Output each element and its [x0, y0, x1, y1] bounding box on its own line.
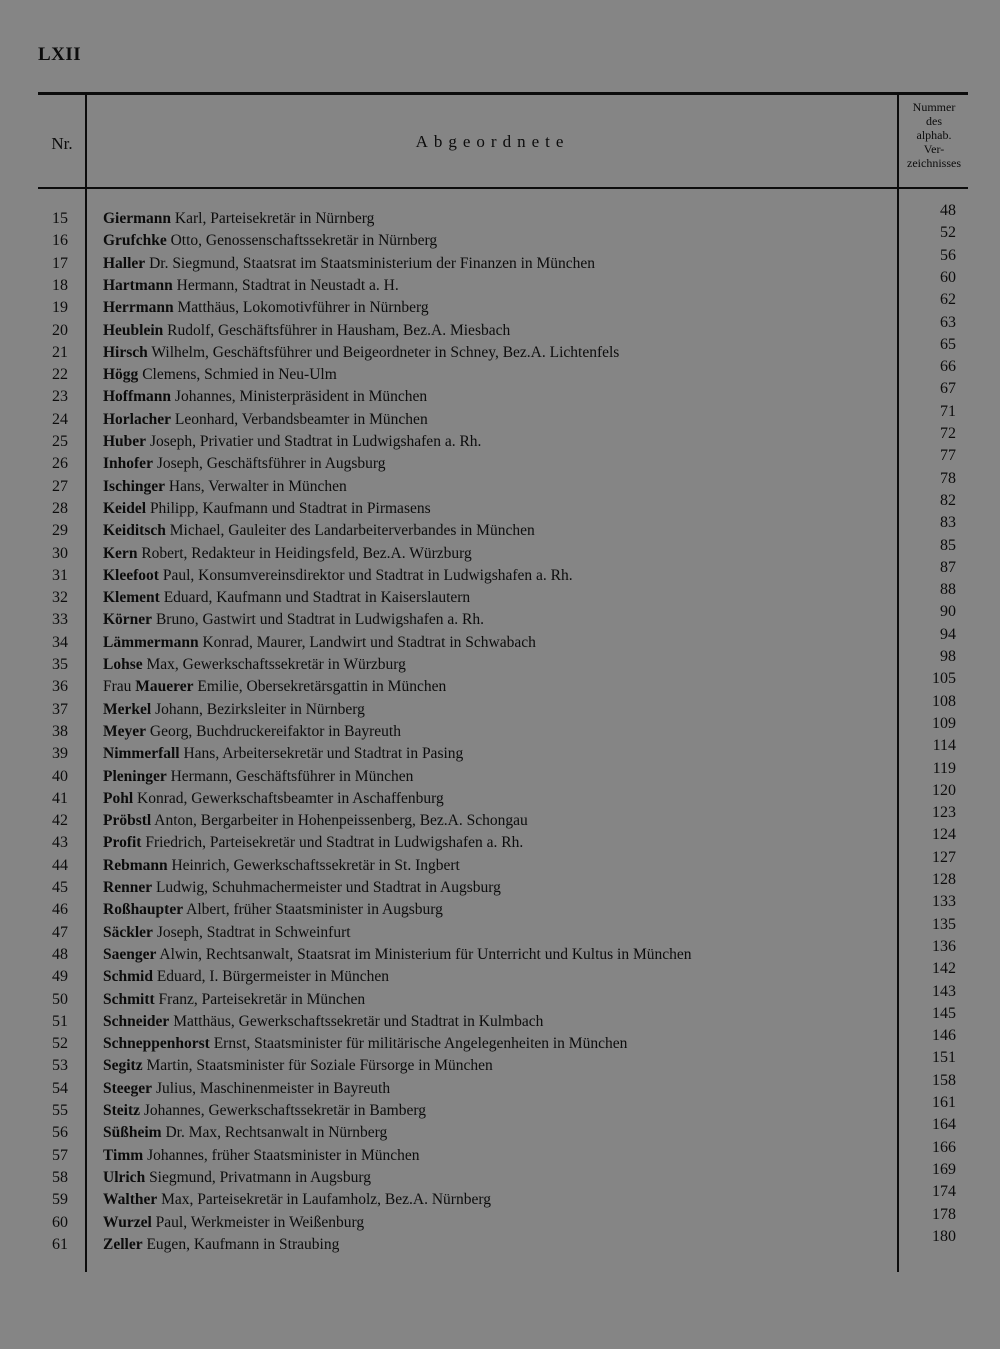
table-row	[40, 1116, 968, 1144]
row-number: 50	[52, 990, 68, 1008]
table-row	[40, 425, 968, 453]
row-entry	[103, 1035, 627, 1053]
row-entry	[103, 1191, 491, 1209]
row-surname: Herrmann	[103, 299, 174, 317]
row-entry	[103, 411, 428, 429]
row-number: 57	[52, 1146, 68, 1164]
row-number: 17	[52, 254, 68, 272]
row-details: Max, Parteisekretär in Laufamholz, Bez.A. Nürnberg	[161, 1191, 491, 1209]
row-surname: Timm	[103, 1146, 144, 1164]
table-row	[40, 781, 968, 810]
row-number: 24	[52, 410, 68, 428]
row-number: 29	[52, 522, 68, 540]
row-index-number: 83	[940, 514, 956, 532]
row-entry	[103, 1080, 390, 1098]
table-row	[40, 915, 968, 944]
table-row	[40, 469, 968, 498]
row-details: Dr. Siegmund, Staatsrat im Staatsministerium der Finanzen in München	[149, 254, 596, 272]
row-surname: Haller	[103, 254, 146, 272]
table-row	[40, 670, 968, 698]
table-row	[40, 291, 968, 319]
row-number: 31	[52, 566, 68, 584]
row-surname: Schneppenhorst	[103, 1035, 210, 1053]
row-surname: Ischinger	[103, 477, 165, 495]
row-number: 59	[52, 1191, 68, 1209]
row-number: 38	[52, 722, 68, 740]
row-surname: Inhofer	[103, 455, 153, 473]
row-index-number: 98	[940, 648, 956, 665]
row-entry	[103, 834, 523, 852]
row-number: 20	[52, 321, 68, 339]
row-surname: Lohse	[103, 656, 143, 673]
table-row	[40, 1205, 968, 1234]
row-details: Max, Gewerkschaftssekretär in Würzburg	[146, 656, 406, 673]
row-entry	[103, 545, 472, 563]
row-index-number: 166	[932, 1138, 956, 1156]
row-number: 33	[52, 611, 68, 629]
table-row	[40, 737, 968, 765]
row-number: 21	[52, 343, 68, 361]
table-row	[40, 402, 968, 431]
row-number: 40	[52, 767, 68, 785]
row-index-number: 123	[932, 804, 956, 822]
row-details: Friedrich, Parteisekretär und Stadtrat in Ludwigshafen a. Rh.	[145, 834, 524, 852]
row-surname: Huber	[103, 433, 147, 450]
header-nummer-line: alphab.	[916, 128, 952, 142]
row-index-number: 174	[932, 1183, 956, 1201]
row-index-number: 87	[940, 558, 956, 576]
row-details: Robert, Redakteur in Heidingsfeld, Bez.A. Würzburg	[141, 544, 472, 562]
row-entry	[103, 790, 444, 808]
row-entry	[103, 857, 460, 875]
row-details: Albert, früher Staatsminister in Augsburg	[186, 901, 443, 919]
row-index-number: 135	[932, 915, 956, 933]
row-details: Johann, Bezirksleiter in Nürnberg	[155, 700, 365, 718]
row-index-number: 127	[932, 848, 956, 866]
table-row	[40, 313, 968, 342]
row-index-number: 60	[940, 268, 956, 286]
row-surname: Körner	[103, 611, 153, 629]
row-index-number: 146	[932, 1027, 956, 1045]
row-index-number: 66	[940, 358, 956, 376]
row-details: Leonhard, Verbandsbeamter in München	[174, 410, 428, 428]
header-nummer	[900, 100, 968, 170]
row-entry	[103, 991, 365, 1009]
row-prefix: Frau	[103, 678, 136, 696]
row-number: 54	[52, 1079, 68, 1097]
row-number: 22	[52, 366, 68, 384]
row-index-number: 108	[932, 692, 956, 710]
row-details: Matthäus, Lokomotivführer in Nürnberg	[177, 299, 429, 317]
row-details: Siegmund, Privatmann in Augsburg	[149, 1168, 371, 1186]
row-index-number: 90	[940, 603, 956, 621]
row-index-number: 88	[940, 581, 956, 599]
row-surname: Rebmann	[103, 856, 168, 874]
row-details: Martin, Staatsminister für Soziale Fürsorge in München	[146, 1057, 493, 1075]
top-rule-thick	[38, 92, 968, 95]
row-surname: Hartmann	[103, 276, 173, 294]
row-index-number: 151	[932, 1049, 956, 1067]
row-details: Johannes, früher Staatsminister in München	[147, 1146, 420, 1164]
row-entry	[103, 455, 386, 473]
row-index-number: 158	[932, 1071, 956, 1089]
row-index-number: 169	[932, 1160, 956, 1178]
row-number: 19	[52, 299, 68, 317]
header-nr: Nr.	[51, 134, 73, 153]
row-index-number: 65	[940, 335, 956, 353]
row-details: Joseph, Geschäftsführer in Augsburg	[156, 455, 386, 473]
table-row	[40, 335, 968, 364]
row-details: Alwin, Rechtsanwalt, Staatsrat im Ministerium für Unterricht und Kultus in München	[159, 945, 692, 963]
row-details: Wilhelm, Geschäftsführer und Beigeordneter in Schney, Bez.A. Lichtenfels	[151, 343, 620, 361]
row-surname: Steeger	[103, 1079, 153, 1097]
row-index-number: 85	[940, 536, 956, 554]
row-index-number: 164	[932, 1116, 956, 1134]
row-number: 39	[52, 745, 68, 763]
table-row	[40, 714, 968, 743]
row-entry	[103, 433, 481, 451]
row-surname: Keidel	[103, 499, 147, 517]
row-details: Emilie, Obersekretärsgattin in München	[197, 678, 447, 696]
row-entry	[103, 678, 446, 696]
table-row	[40, 960, 968, 988]
row-surname: Schmitt	[103, 990, 155, 1008]
row-entry	[103, 1124, 387, 1142]
row-number: 48	[52, 945, 68, 963]
table-row	[40, 268, 968, 297]
row-number: 49	[52, 968, 68, 986]
table-row	[40, 893, 968, 921]
row-number: 61	[52, 1235, 68, 1253]
row-entry	[103, 968, 389, 986]
row-surname: Pohl	[103, 789, 134, 807]
row-entry	[103, 232, 437, 250]
row-entry	[103, 500, 431, 518]
row-entry	[103, 1236, 339, 1254]
row-entry	[103, 277, 399, 295]
row-number: 27	[52, 477, 68, 495]
table-row	[40, 536, 968, 565]
row-entry	[103, 611, 484, 629]
row-number: 37	[52, 700, 68, 718]
row-number: 43	[52, 834, 68, 852]
row-details: Paul, Werkmeister in Weißenburg	[155, 1213, 365, 1231]
row-surname: Nimmerfall	[103, 745, 180, 763]
row-index-number: 105	[932, 670, 956, 688]
row-surname: Schneider	[103, 1012, 170, 1030]
row-number: 41	[52, 789, 68, 807]
header-nummer-line: des	[926, 114, 942, 128]
row-index-number: 109	[932, 714, 956, 732]
row-entry	[103, 1214, 364, 1232]
row-surname: Mauerer	[135, 678, 194, 696]
row-entry	[103, 1102, 426, 1120]
row-entry	[103, 366, 337, 384]
row-index-number: 180	[932, 1227, 956, 1245]
row-index-number: 72	[940, 425, 956, 442]
page-number: LXII	[38, 44, 82, 65]
row-index-number: 94	[940, 625, 956, 643]
row-surname: Kleefoot	[103, 566, 159, 584]
row-details: Rudolf, Geschäftsführer in Hausham, Bez.A. Miesbach	[167, 321, 511, 339]
row-entry	[103, 522, 535, 540]
row-entry	[103, 924, 351, 942]
row-entry	[103, 879, 501, 897]
row-surname: Kern	[103, 544, 138, 562]
row-entry	[103, 723, 401, 741]
table-row	[40, 937, 968, 966]
row-details: Eduard, I. Bürgermeister in München	[156, 968, 389, 986]
row-index-number: 78	[940, 469, 956, 487]
row-number: 60	[52, 1213, 68, 1231]
table-row	[40, 603, 968, 631]
row-index-number: 136	[932, 937, 956, 955]
row-number: 30	[52, 544, 68, 562]
row-entry	[103, 812, 528, 830]
row-entry	[103, 589, 470, 607]
table-row	[40, 1160, 968, 1189]
row-number: 25	[52, 433, 68, 450]
row-index-number: 124	[932, 826, 956, 844]
row-details: Joseph, Stadtrat in Schweinfurt	[156, 923, 351, 941]
row-index-number: 62	[940, 291, 956, 309]
row-index-number: 114	[932, 737, 956, 755]
row-details: Michael, Gauleiter des Landarbeiterverbandes in München	[169, 522, 535, 540]
table-row	[40, 826, 968, 854]
row-surname: Hirsch	[103, 343, 148, 361]
table-row	[40, 648, 968, 676]
table-row	[40, 1027, 968, 1055]
table-row	[40, 871, 968, 899]
row-details: Philipp, Kaufmann und Stadtrat in Pirmasens	[149, 499, 431, 517]
table-row	[40, 447, 968, 475]
row-index-number: 119	[932, 759, 956, 777]
row-number: 26	[52, 455, 68, 473]
row-details: Johannes, Gewerkschaftssekretär in Bamberg	[143, 1102, 426, 1119]
row-number: 56	[52, 1124, 68, 1142]
row-number: 53	[52, 1057, 68, 1075]
row-number: 28	[52, 499, 68, 517]
row-surname: Zeller	[103, 1235, 143, 1253]
row-entry	[103, 1013, 543, 1031]
row-index-number: 161	[932, 1094, 956, 1111]
table-row	[40, 692, 968, 721]
row-details: Hans, Arbeitersekretär und Stadtrat in Pasing	[183, 745, 464, 763]
table-row	[40, 558, 968, 587]
row-entry	[103, 344, 619, 362]
header-abgeordnete: Abgeordnete	[415, 132, 570, 151]
row-surname: Hoffmann	[103, 388, 172, 406]
row-number: 51	[52, 1012, 68, 1030]
row-index-number: 48	[940, 202, 956, 219]
row-entry	[103, 701, 365, 719]
row-surname: Keiditsch	[103, 522, 166, 540]
table-row	[40, 380, 968, 408]
table-row	[40, 1227, 968, 1256]
row-details: Eduard, Kaufmann und Stadtrat in Kaiserslautern	[163, 589, 471, 607]
row-entry	[103, 210, 374, 228]
row-surname: Wurzel	[103, 1213, 152, 1231]
row-index-number: 128	[932, 871, 956, 888]
row-entry	[103, 656, 406, 674]
row-details: Hans, Verwalter in München	[168, 477, 347, 495]
row-number: 15	[52, 210, 68, 227]
row-details: Joseph, Privatier und Stadtrat in Ludwigshafen a. Rh.	[149, 433, 482, 450]
table-row	[40, 514, 968, 542]
row-index-number: 67	[940, 380, 956, 398]
row-details: Clemens, Schmied in Neu-Ulm	[142, 366, 337, 384]
row-number: 35	[52, 656, 68, 673]
row-entry	[103, 388, 427, 406]
row-entry	[103, 478, 347, 496]
row-details: Matthäus, Gewerkschaftssekretär und Stadtrat in Kulmbach	[173, 1012, 544, 1030]
row-surname: Pleninger	[103, 767, 167, 785]
row-number: 47	[52, 923, 68, 941]
row-surname: Pröbstl	[103, 812, 152, 830]
row-surname: Giermann	[103, 210, 172, 227]
row-entry	[103, 1169, 371, 1187]
table-row	[40, 759, 968, 788]
row-index-number: 77	[940, 447, 956, 465]
row-surname: Horlacher	[103, 410, 172, 428]
row-surname: Profit	[103, 834, 142, 852]
table-row	[40, 1071, 968, 1100]
table-row	[40, 1094, 968, 1122]
row-entry	[103, 1147, 420, 1165]
row-details: Konrad, Maurer, Landwirt und Stadtrat in Schwabach	[202, 633, 536, 651]
row-entry	[103, 901, 443, 919]
row-number: 42	[52, 812, 68, 830]
row-index-number: 56	[940, 246, 956, 264]
row-details: Hermann, Stadtrat in Neustadt a. H.	[176, 276, 399, 294]
row-details: Hermann, Geschäftsführer in München	[170, 767, 414, 785]
table-row	[40, 848, 968, 877]
table-row	[40, 581, 968, 609]
table-row	[40, 358, 968, 386]
row-index-number: 142	[932, 960, 956, 978]
row-surname: Saenger	[103, 945, 157, 963]
row-details: Dr. Max, Rechtsanwalt in Nürnberg	[165, 1124, 388, 1142]
table-row	[40, 246, 968, 275]
table-row	[40, 982, 968, 1011]
row-surname: Merkel	[103, 700, 152, 718]
row-surname: Roßhaupter	[103, 901, 184, 919]
row-number: 23	[52, 388, 68, 406]
row-surname: Schmid	[103, 968, 153, 986]
table-row	[40, 1049, 968, 1077]
table-row	[40, 1138, 968, 1167]
row-index-number: 71	[940, 402, 956, 420]
row-entry	[103, 634, 536, 652]
row-entry	[103, 946, 692, 964]
row-surname: Lämmermann	[103, 633, 199, 651]
row-details: Konrad, Gewerkschaftsbeamter in Aschaffenburg	[137, 789, 444, 807]
row-number: 46	[52, 901, 68, 919]
row-details: Heinrich, Gewerkschaftssekretär in St. Ingbert	[171, 856, 460, 874]
row-entry	[103, 768, 413, 786]
row-entry	[103, 255, 595, 273]
row-index-number: 133	[932, 893, 956, 911]
row-surname: Grufchke	[103, 232, 167, 250]
header-nummer-line: Nummer	[912, 100, 956, 114]
table-row	[40, 224, 968, 252]
row-number: 45	[52, 879, 68, 896]
row-details: Anton, Bergarbeiter in Hohenpeissenberg, Bez.A. Schongau	[154, 812, 528, 830]
row-number: 18	[52, 276, 68, 294]
row-entry	[103, 745, 463, 763]
row-entry	[103, 567, 573, 585]
row-index-number: 82	[940, 491, 956, 509]
row-surname: Steitz	[103, 1102, 141, 1119]
table-row	[40, 804, 968, 832]
table-row	[40, 491, 968, 520]
row-index-number: 63	[940, 313, 956, 331]
row-surname: Heublein	[103, 321, 164, 339]
row-details: Johannes, Ministerpräsident in München	[174, 388, 428, 406]
row-surname: Säckler	[103, 923, 153, 941]
row-entry	[103, 322, 510, 340]
table-row	[40, 1183, 968, 1211]
row-details: Paul, Konsumvereinsdirektor und Stadtrat in Ludwigshafen a. Rh.	[162, 566, 573, 584]
row-details: Ernst, Staatsminister für militärische Angelegenheiten in München	[213, 1035, 628, 1053]
row-index-number: 52	[940, 224, 956, 242]
row-surname: Klement	[103, 589, 160, 607]
table-row	[40, 625, 968, 654]
row-details: Bruno, Gastwirt und Stadtrat in Ludwigshafen a. Rh.	[155, 611, 484, 629]
row-number: 55	[52, 1102, 68, 1119]
row-index-number: 120	[932, 781, 956, 799]
header-bottom-rule	[38, 187, 968, 189]
row-surname: Meyer	[103, 722, 147, 740]
row-index-number: 143	[932, 982, 956, 1000]
row-number: 34	[52, 633, 68, 651]
table-row	[40, 1004, 968, 1033]
row-details: Eugen, Kaufmann in Straubing	[146, 1235, 340, 1253]
row-index-number: 145	[932, 1004, 956, 1022]
row-entry	[103, 299, 429, 317]
row-surname: Högg	[103, 366, 139, 384]
row-details: Karl, Parteisekretär in Nürnberg	[174, 210, 375, 227]
row-surname: Ulrich	[103, 1168, 146, 1186]
row-details: Franz, Parteisekretär in München	[158, 990, 366, 1008]
row-details: Otto, Genossenschaftssekretär in Nürnberg	[170, 232, 438, 250]
row-number: 32	[52, 589, 68, 607]
header-nummer-line: zeichnisses	[907, 156, 961, 170]
row-number: 36	[52, 678, 68, 696]
row-surname: Walther	[103, 1191, 158, 1209]
row-surname: Süßheim	[103, 1124, 162, 1142]
row-number: 16	[52, 232, 68, 250]
row-number: 52	[52, 1035, 68, 1053]
row-entry	[103, 1057, 493, 1075]
row-details: Julius, Maschinenmeister in Bayreuth	[155, 1079, 391, 1097]
row-number: 44	[52, 856, 68, 874]
header-nummer-line: Ver-	[923, 142, 945, 156]
row-surname: Segitz	[103, 1057, 143, 1075]
row-index-number: 178	[932, 1205, 956, 1223]
row-details: Georg, Buchdruckereifaktor in Bayreuth	[149, 722, 401, 740]
row-surname: Renner	[103, 879, 153, 896]
row-details: Ludwig, Schuhmachermeister und Stadtrat in Augsburg	[155, 879, 501, 896]
row-number: 58	[52, 1168, 68, 1186]
table-row	[40, 202, 968, 230]
